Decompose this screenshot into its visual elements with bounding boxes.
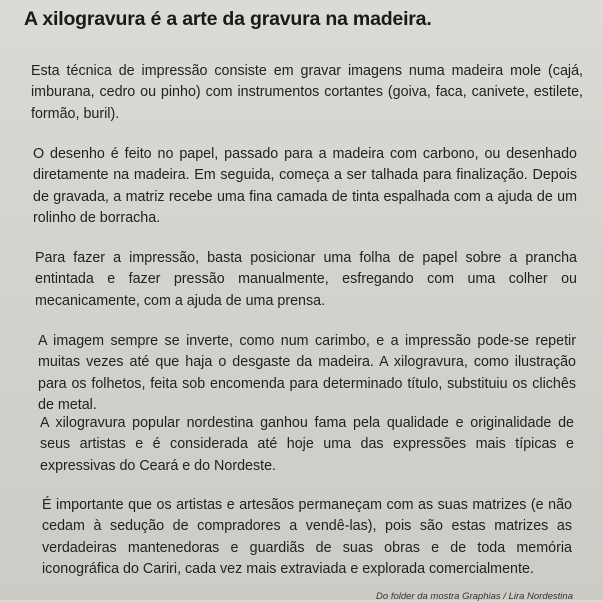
paragraph-inversion: A imagem sempre se inverte, como num carimbo, e a impressão pode-se repetir muitas vezes até que haja o desgaste da madeira. A xilogravura, como ilustração para os folhetos, feita sob encomenda para determinado título, substituiu os clichês de metal. <box>38 333 576 414</box>
paragraph-drawing: O desenho é feito no papel, passado para a madeira com carbono, ou desenhado diretamente na madeira. Em seguida, começa a ser talhada para finalização. Depois de gravada, a matriz recebe uma fina camada de tinta espalhada com a ajuda de um rolinho de borracha. <box>33 146 577 227</box>
paragraph-technique: Esta técnica de impressão consiste em gravar imagens numa madeira mole (cajá, imburana, cedro ou pinho) com instrumentos cortantes (goiva, faca, canivete, estilete, formão, buril). <box>31 63 583 122</box>
paragraph-printing: Para fazer a impressão, basta posicionar uma folha de papel sobre a prancha entintada e fazer pressão manualmente, esfregando com uma colher ou mecanicamente, com a ajuda de uma prensa. <box>35 250 577 309</box>
paragraph-preservation: É importante que os artistas e artesãos permaneçam com as suas matrizes (e não cedam à sedução de compradores a vendê-las), pois são estas matrizes as verdadeiras mantenedoras e guardiãs de suas obras e de toda memória iconográfica do Cariri, cada vez mais extraviada e explorada comercialmente. <box>42 497 572 578</box>
paragraph-northeast: A xilogravura popular nordestina ganhou fama pela qualidade e originalidade de seus artistas e é considerada até hoje uma das expressões mais típicas e expressivas do Ceará e do Nordeste. <box>40 415 574 474</box>
source-credit: Do folder da mostra Graphias / Lira Nordestina <box>376 591 573 602</box>
panel-title: A xilogravura é a arte da gravura na madeira. <box>24 8 432 30</box>
